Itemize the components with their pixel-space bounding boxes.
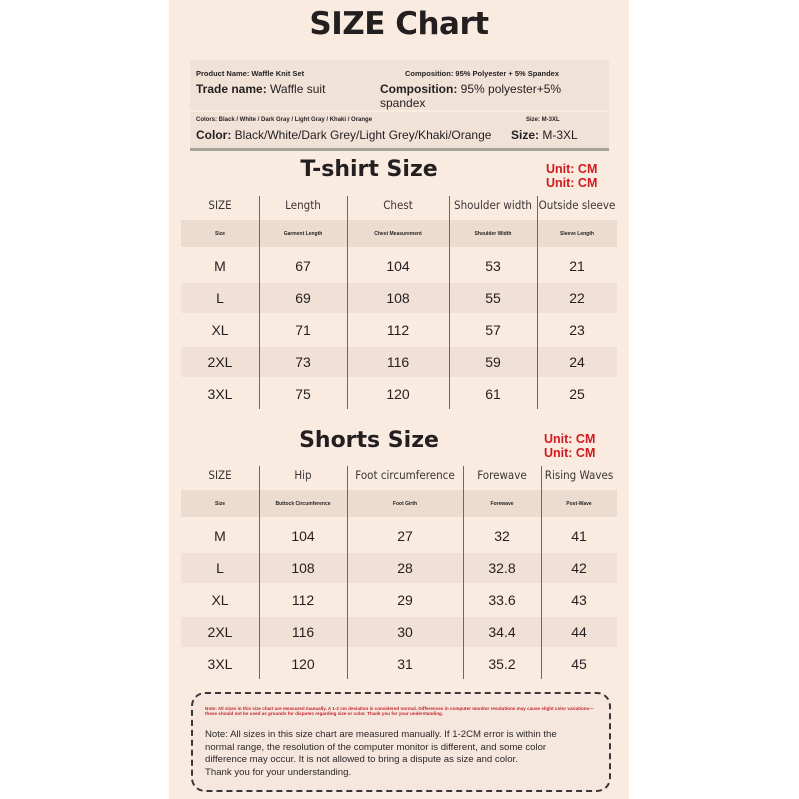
table-cell: L <box>216 290 224 306</box>
table-cell: 2XL <box>207 354 233 370</box>
table-cell: XL <box>211 592 229 608</box>
shorts-subheader-row <box>181 490 617 517</box>
table-cell: 28 <box>397 560 413 576</box>
table-cell: 55 <box>485 290 501 306</box>
composition-value: 95% polyester+5% spandex <box>380 82 562 110</box>
size-value: M-3XL <box>542 128 578 142</box>
size-small: Size: M-3XL <box>526 117 560 123</box>
table-cell: 43 <box>571 592 587 608</box>
product-info-box <box>190 60 609 110</box>
table-cell: 112 <box>291 592 315 608</box>
note-box <box>191 692 611 792</box>
table-cell: 116 <box>386 354 410 370</box>
tshirt-table <box>181 190 617 418</box>
table-cell: 21 <box>569 258 585 274</box>
table-cell: 22 <box>569 290 585 306</box>
column-header: Outside sleeve <box>538 198 616 212</box>
table-cell: 67 <box>295 258 311 274</box>
column-divider <box>449 196 450 409</box>
color-size-info-box <box>190 112 609 151</box>
table-cell: 42 <box>571 560 587 576</box>
column-divider <box>347 466 348 679</box>
table-cell: 108 <box>386 290 410 306</box>
note-text <box>205 729 601 779</box>
column-divider <box>259 196 260 409</box>
column-subheader: Garment Length <box>283 230 323 237</box>
tshirt-subheader-row <box>181 220 617 247</box>
table-cell: 116 <box>291 624 315 640</box>
table-cell: 108 <box>291 560 315 576</box>
column-header: Rising Waves <box>544 468 614 482</box>
table-cell: M <box>214 258 226 274</box>
table-cell: 3XL <box>207 656 233 672</box>
table-cell: 23 <box>569 322 585 338</box>
column-header: Foot circumference <box>355 468 455 482</box>
table-row <box>181 649 617 679</box>
table-cell: 35.2 <box>488 656 516 672</box>
color-line <box>196 128 491 142</box>
table-cell: 120 <box>386 386 410 402</box>
table-cell: 57 <box>485 322 501 338</box>
colors-small: Colors: Black / White / Dark Gray / Light Gray / Khaki / Orange <box>196 117 373 123</box>
column-header: Chest <box>383 198 413 212</box>
table-row <box>181 283 617 313</box>
table-cell: 104 <box>386 258 410 274</box>
table-cell: 31 <box>397 656 413 672</box>
table-row <box>181 347 617 377</box>
note-line: difference may occur. It is not allowed to bring a dispute as size and color. <box>205 754 518 765</box>
column-subheader: Shoulder Width <box>474 230 512 237</box>
table-cell: 41 <box>571 528 587 544</box>
table-cell: L <box>216 560 224 576</box>
table-row <box>181 617 617 647</box>
column-header: Shoulder width <box>454 198 532 212</box>
shorts-unit-line2: Unit: CM <box>544 446 596 460</box>
table-row <box>181 585 617 615</box>
note-line: normal range, the resolution of the computer monitor is different, and some color <box>205 741 547 753</box>
tshirt-title: T-shirt Size <box>300 157 438 182</box>
product-name-small: Product Name: Waffle Knit Set <box>196 69 305 78</box>
column-header: SIZE <box>208 468 232 482</box>
trade-name-label: Trade name: <box>196 82 267 96</box>
tshirt-header-row <box>181 190 617 220</box>
column-subheader: Post-Wave <box>566 500 592 507</box>
column-header: Forewave <box>477 468 527 482</box>
shorts-unit-line1: Unit: CM <box>544 432 596 446</box>
column-subheader: Forewave <box>490 500 514 507</box>
trade-name <box>196 82 325 96</box>
table-cell: 44 <box>571 624 587 640</box>
table-row <box>181 251 617 281</box>
table-cell: 2XL <box>207 624 233 640</box>
table-cell: 120 <box>291 656 315 672</box>
tshirt-unit-line1: Unit: CM <box>546 162 598 176</box>
composition-small: Composition: 95% Polyester + 5% Spandex <box>405 69 560 78</box>
note-line: Note: All sizes in this size chart are measured manually. If 1-2CM error is within the <box>205 729 557 740</box>
size-line <box>511 128 578 142</box>
table-cell: 24 <box>569 354 585 370</box>
table-cell: 29 <box>397 592 413 608</box>
table-cell: 30 <box>397 624 413 640</box>
table-cell: M <box>214 528 226 544</box>
column-header: Hip <box>294 468 312 482</box>
color-label: Color: <box>196 128 232 142</box>
column-divider <box>537 196 538 409</box>
table-cell: 75 <box>295 386 311 402</box>
table-cell: 73 <box>295 354 311 370</box>
column-header: Length <box>285 198 321 212</box>
table-cell: 71 <box>295 322 311 338</box>
note-line: Thank you for your understanding. <box>205 766 352 778</box>
table-cell: 3XL <box>207 386 233 402</box>
tshirt-unit <box>546 162 597 190</box>
composition-label: Composition: <box>380 82 458 96</box>
column-subheader: Foot Girth <box>392 500 418 507</box>
table-cell: 53 <box>485 258 501 274</box>
table-cell: 33.6 <box>488 592 516 608</box>
table-row <box>181 521 617 551</box>
table-cell: 32 <box>494 528 510 544</box>
column-divider <box>259 466 260 679</box>
shorts-table <box>181 460 617 680</box>
note-small-text: Note: All sizes in this size chart are measured manually. A 1-2 cm deviation is considered normal. Differences in computer monitor resolutions may cause slight color variations—these should not be used as grounds for disputes regarding size or color. Thank you for your understanding. <box>205 706 594 717</box>
column-subheader: Buttock Circumference <box>275 500 331 507</box>
composition <box>380 82 609 110</box>
table-cell: 112 <box>386 322 410 338</box>
table-row <box>181 553 617 583</box>
table-cell: 61 <box>485 386 501 402</box>
table-cell: 69 <box>295 290 311 306</box>
column-divider <box>463 466 464 679</box>
tshirt-unit-line2: Unit: CM <box>546 176 598 190</box>
table-row <box>181 315 617 345</box>
table-cell: 32.8 <box>488 560 516 576</box>
shorts-title: Shorts Size <box>299 428 439 453</box>
column-divider <box>347 196 348 409</box>
size-chart-card <box>169 0 629 799</box>
shorts-unit <box>544 432 595 460</box>
trade-name-value: Waffle suit <box>270 82 326 96</box>
page-title: SIZE Chart <box>309 6 489 42</box>
table-cell: 27 <box>397 528 413 544</box>
column-subheader: Chest Measurement <box>374 230 422 237</box>
column-subheader: Sleeve Length <box>560 230 594 237</box>
table-row <box>181 379 617 409</box>
table-cell: 45 <box>571 656 587 672</box>
color-value: Black/White/Dark Grey/Light Grey/Khaki/Orange <box>234 128 492 142</box>
shorts-header-row <box>181 460 617 490</box>
table-cell: 59 <box>485 354 501 370</box>
size-label: Size: <box>511 128 540 142</box>
column-divider <box>541 466 542 679</box>
table-cell: 25 <box>569 386 585 402</box>
column-subheader: Size <box>214 230 225 237</box>
table-cell: XL <box>211 322 229 338</box>
table-cell: 34.4 <box>488 624 516 640</box>
column-subheader: Size <box>214 500 225 507</box>
table-cell: 104 <box>291 528 315 544</box>
column-header: SIZE <box>208 198 232 212</box>
